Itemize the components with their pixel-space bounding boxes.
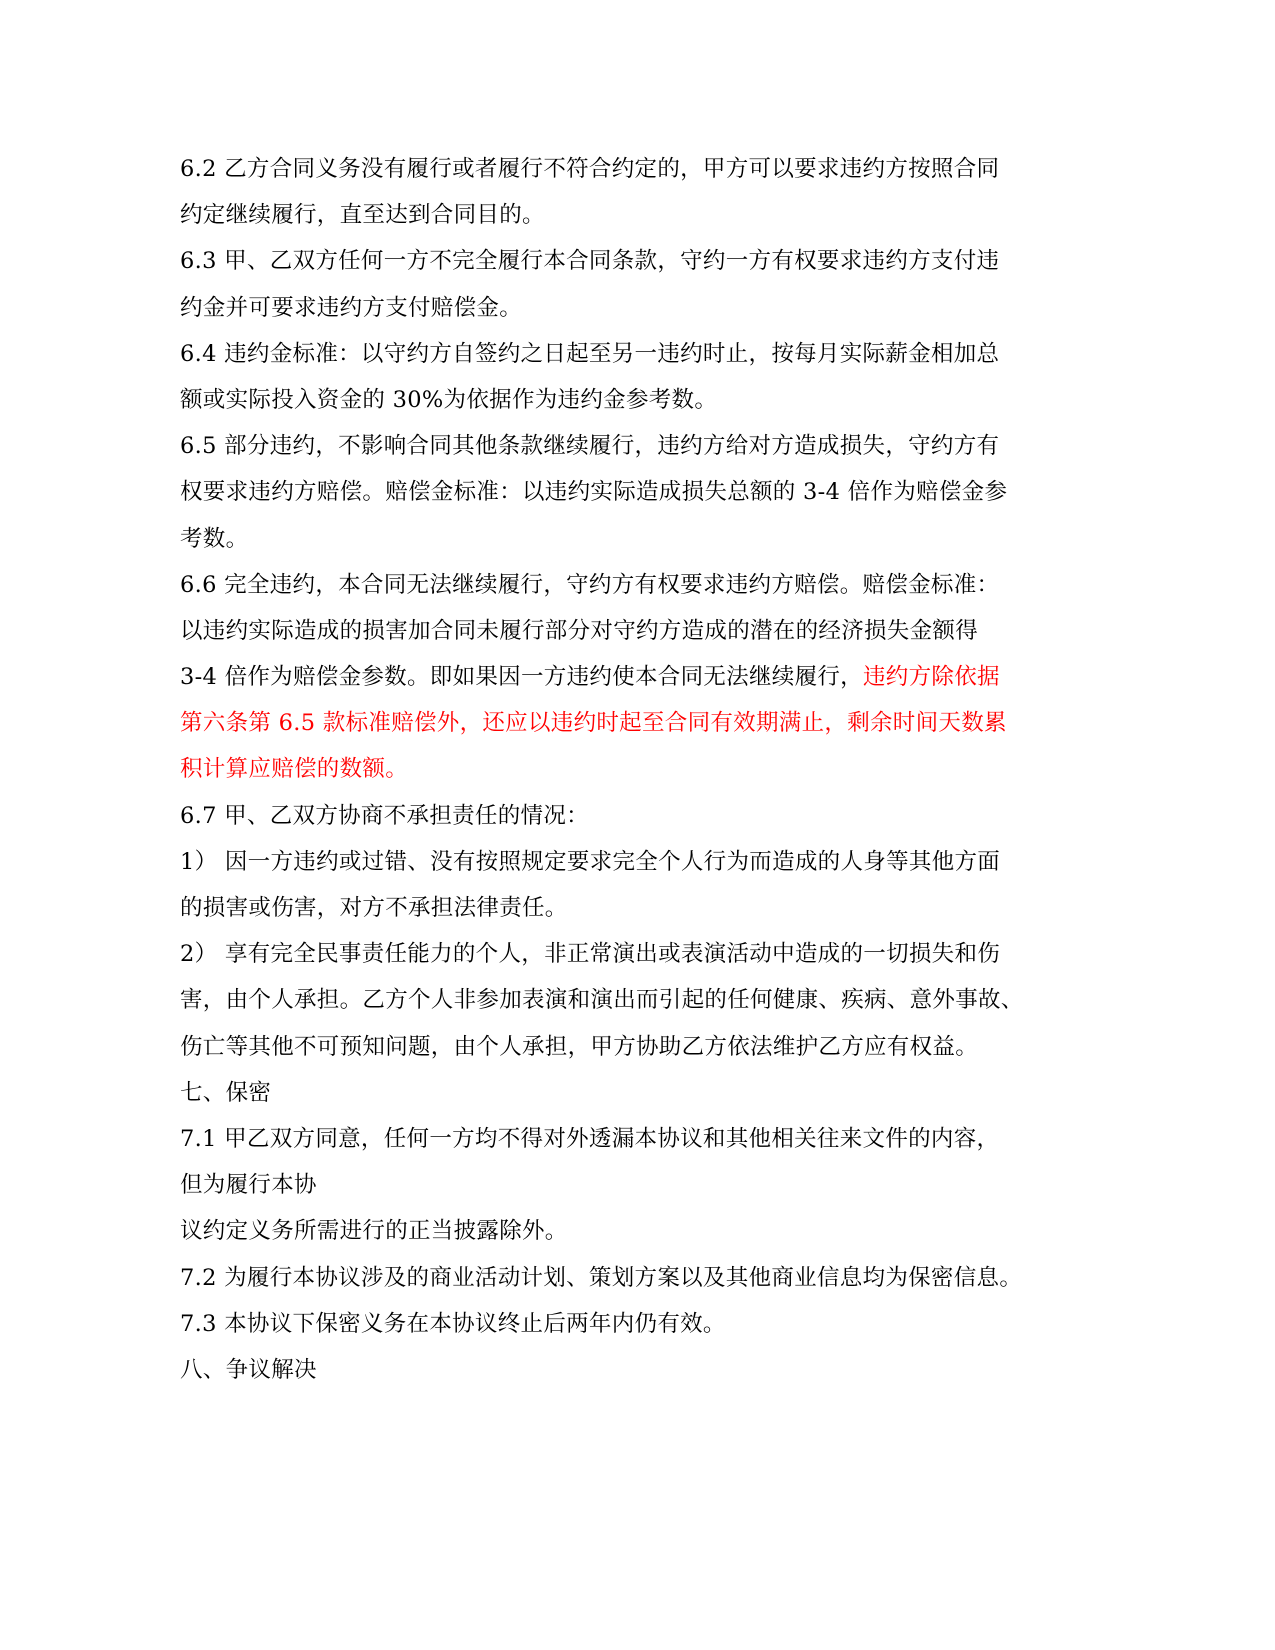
text-segment: 考数。 bbox=[180, 525, 249, 552]
text-line bbox=[180, 931, 1060, 977]
text-line bbox=[180, 746, 1060, 792]
text-line bbox=[180, 423, 1060, 469]
text-segment: 6.6 完全违约，本合同无法继续履行，守约方有权要求违约方赔偿。赔偿金标准： bbox=[180, 571, 1000, 598]
text-line bbox=[180, 1301, 1060, 1347]
text-segment: 害，由个人承担。乙方个人非参加表演和演出而引起的任何健康、疾病、意外事故、 bbox=[180, 987, 1024, 1014]
text-line bbox=[180, 285, 1060, 331]
text-line bbox=[180, 238, 1060, 284]
text-segment: 伤亡等其他不可预知问题，由个人承担，甲方协助乙方依法维护乙方应有权益。 bbox=[180, 1033, 979, 1060]
text-segment: 约定继续履行，直至达到合同目的。 bbox=[180, 202, 545, 229]
text-segment: 但为履行本协 bbox=[180, 1172, 317, 1199]
text-segment: 议约定义务所需进行的正当披露除外。 bbox=[180, 1218, 568, 1245]
text-line bbox=[180, 331, 1060, 377]
highlighted-text: 积计算应赔偿的数额。 bbox=[180, 756, 409, 783]
text-line bbox=[180, 1024, 1060, 1070]
text-line bbox=[180, 700, 1060, 746]
text-segment: 1） 因一方违约或过错、没有按照规定要求完全个人行为而造成的人身等其他方面 bbox=[180, 848, 1001, 875]
text-line bbox=[180, 1162, 1060, 1208]
text-line bbox=[180, 377, 1060, 423]
text-segment: 额或实际投入资金的 30%为依据作为违约金参考数。 bbox=[180, 386, 718, 413]
text-line bbox=[180, 654, 1060, 700]
text-segment: 7.1 甲乙双方同意，任何一方均不得对外透漏本协议和其他相关往来文件的内容， bbox=[180, 1125, 1000, 1152]
text-line bbox=[180, 146, 1060, 192]
text-line bbox=[180, 1070, 1060, 1116]
text-line bbox=[180, 793, 1060, 839]
text-line bbox=[180, 516, 1060, 562]
text-segment: 约金并可要求违约方支付赔偿金。 bbox=[180, 294, 523, 321]
text-segment: 的损害或伤害，对方不承担法律责任。 bbox=[180, 895, 568, 921]
text-segment: 6.7 甲、乙双方协商不承担责任的情况： bbox=[180, 802, 589, 829]
text-line bbox=[180, 469, 1060, 515]
text-segment: 以违约实际造成的损害加合同未履行部分对守约方造成的潜在的经济损失金额得 bbox=[180, 617, 979, 644]
highlighted-text: 违约方除依据 bbox=[863, 664, 1000, 691]
text-line bbox=[180, 1347, 1060, 1393]
text-segment: 八、争议解决 bbox=[180, 1356, 317, 1383]
text-segment: 6.2 乙方合同义务没有履行或者履行不符合约定的，甲方可以要求违约方按照合同 bbox=[180, 156, 1000, 182]
text-segment: 6.4 违约金标准：以守约方自签约之日起至另一违约时止，按每月实际薪金相加总 bbox=[180, 340, 1000, 367]
text-line bbox=[180, 1255, 1060, 1301]
highlighted-text: 第六条第 6.5 款标准赔偿外，还应以违约时起至合同有效期满止，剩余时间天数累 bbox=[180, 710, 1007, 737]
text-line bbox=[180, 1208, 1060, 1254]
text-segment: 2） 享有完全民事责任能力的个人，非正常演出或表演活动中造成的一切损失和伤 bbox=[180, 941, 1001, 968]
text-line bbox=[180, 839, 1060, 885]
text-segment: 6.5 部分违约，不影响合同其他条款继续履行，违约方给对方造成损失，守约方有 bbox=[180, 433, 1000, 460]
document-body bbox=[180, 146, 1060, 1393]
text-line bbox=[180, 608, 1060, 654]
text-line bbox=[180, 885, 1060, 931]
text-segment: 3-4 倍作为赔偿金参数。即如果因一方违约使本合同无法继续履行， bbox=[180, 664, 863, 691]
text-segment: 6.3 甲、乙双方任何一方不完全履行本合同条款，守约一方有权要求违约方支付违 bbox=[180, 248, 1000, 275]
text-segment: 7.2 为履行本协议涉及的商业活动计划、策划方案以及其他商业信息均为保密信息。 bbox=[180, 1264, 1023, 1291]
text-segment: 七、保密 bbox=[180, 1079, 272, 1106]
text-segment: 7.3 本协议下保密义务在本协议终止后两年内仍有效。 bbox=[180, 1310, 726, 1337]
text-line bbox=[180, 1116, 1060, 1162]
text-line bbox=[180, 562, 1060, 608]
text-line bbox=[180, 977, 1060, 1023]
text-line bbox=[180, 192, 1060, 238]
text-segment: 权要求违约方赔偿。赔偿金标准：以违约实际造成损失总额的 3-4 倍作为赔偿金参 bbox=[180, 479, 1008, 506]
